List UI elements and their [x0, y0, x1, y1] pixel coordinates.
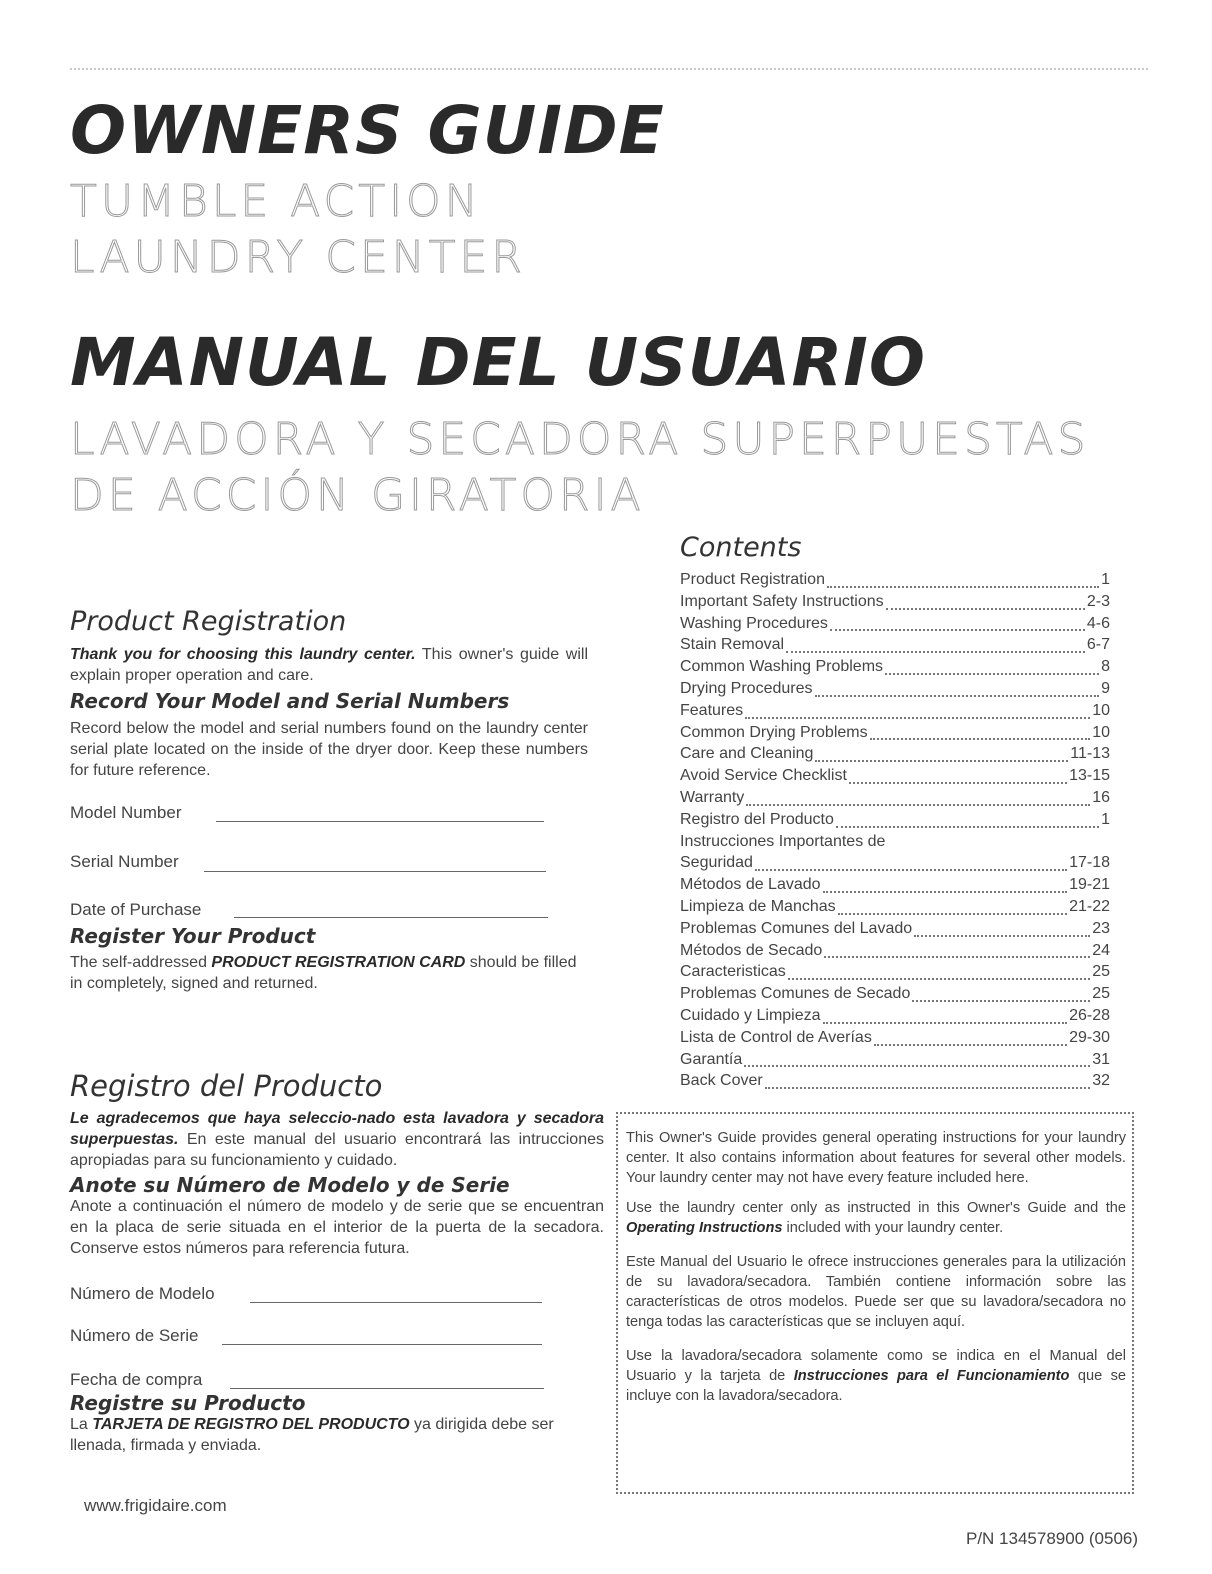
contents-item-label: Washing Procedures	[680, 614, 828, 632]
info-box	[616, 1112, 1134, 1494]
contents-item[interactable]	[680, 636, 1110, 658]
contents-item-page: 24	[1092, 941, 1110, 959]
contents-item-page: 11-13	[1070, 745, 1110, 763]
contents-item[interactable]	[680, 963, 1110, 985]
contents-item-label: Common Drying Problems	[680, 723, 868, 741]
contents-item-label: Back Cover	[680, 1072, 763, 1090]
contents-leader-dots	[874, 1044, 1067, 1046]
contents-item-label: Garantía	[680, 1050, 743, 1068]
contents-item-label: Seguridad	[680, 854, 753, 872]
contents-leader-dots	[836, 826, 1099, 828]
contents-item[interactable]	[680, 745, 1110, 767]
contents-item-label: Drying Procedures	[680, 679, 813, 697]
contents-leader-dots	[849, 782, 1067, 784]
thanks-rest-en: This owner's guide will explain proper operation and care.	[70, 646, 588, 684]
contents-item[interactable]	[680, 789, 1110, 811]
contents-leader-dots	[788, 978, 1090, 980]
contents-item-page: 1	[1101, 810, 1110, 828]
contents-item[interactable]	[680, 942, 1110, 964]
fecha-compra-label: Fecha de compra	[70, 1370, 203, 1389]
contents-item-page: 26-28	[1069, 1006, 1110, 1024]
registro-producto-heading: Registro del Producto	[70, 1069, 383, 1103]
contents-item-label: Avoid Service Checklist	[680, 767, 847, 785]
info-paragraph-2: Use the laundry center only as instructed in this Owner's Guide and the Operating Instructions included with your laundry center.	[626, 1200, 1126, 1236]
contents-item-label: Lista de Control de Averías	[680, 1028, 872, 1046]
record-numbers-heading: Record Your Model and Serial Numbers	[70, 689, 510, 713]
model-number-label: Model Number	[70, 803, 182, 822]
tarjeta-registro-name: TARJETA DE REGISTRO DEL PRODUCTO	[92, 1416, 410, 1433]
contents-leader-dots	[838, 913, 1067, 915]
contents-leader-dots	[914, 935, 1090, 937]
contents-item-label: Métodos de Secado	[680, 941, 823, 959]
contents-item-label: Caracteristicas	[680, 963, 786, 981]
contents-item[interactable]	[680, 767, 1110, 789]
contents-item-label: Product Registration	[680, 571, 825, 588]
contents-item-label: Registro del Producto	[680, 810, 834, 828]
contents-leader-dots	[815, 695, 1100, 697]
subtitle-en-line2: LAUNDRY CENTER	[70, 232, 526, 283]
contents-leader-dots	[885, 673, 1099, 675]
contents-item[interactable]	[680, 680, 1110, 702]
contents-item-page: 23	[1092, 919, 1110, 937]
contents-item[interactable]	[680, 1051, 1110, 1073]
contents-item[interactable]	[680, 985, 1110, 1007]
product-registration-heading: Product Registration	[70, 606, 347, 637]
contents-item-label: Problemas Comunes del Lavado	[680, 919, 913, 937]
contents-item-label: Features	[680, 701, 744, 719]
operating-instructions-ref: Operating Instructions	[626, 1220, 783, 1236]
contents-item-page: 4-6	[1086, 614, 1110, 632]
registration-card-name: PRODUCT REGISTRATION CARD	[211, 954, 466, 971]
numero-modelo-field[interactable]	[250, 1302, 542, 1303]
numero-serie-field[interactable]	[222, 1344, 542, 1345]
contents-item[interactable]	[680, 702, 1110, 724]
top-divider	[70, 68, 1148, 70]
contents-item-page: 1	[1101, 571, 1110, 588]
contents-item-page: 10	[1092, 723, 1110, 741]
thanks-rest-es: En este manual del usuario encontrará las intrucciones apropiadas para su funcionamiento y cuidado.	[70, 1131, 604, 1169]
contents-item-page: 21-22	[1069, 897, 1110, 915]
contents-item-label: Common Washing Problems	[680, 658, 884, 676]
contents-item[interactable]	[680, 920, 1110, 942]
date-of-purchase-field[interactable]	[234, 917, 548, 918]
contents-item[interactable]	[680, 1029, 1110, 1051]
contents-item-page: 16	[1092, 788, 1110, 806]
contents-item[interactable]	[680, 571, 1110, 593]
contents-leader-dots	[824, 956, 1090, 958]
contents-item[interactable]	[680, 658, 1110, 680]
contents-leader-dots	[823, 891, 1068, 893]
contents-item-label: Stain Removal	[680, 636, 785, 654]
contents-leader-dots	[765, 1087, 1091, 1089]
contents-leader-dots	[745, 717, 1090, 719]
contents-item-page: 29-30	[1069, 1028, 1110, 1046]
title-es: MANUAL DEL USUARIO	[70, 324, 926, 401]
contents-item[interactable]	[680, 1072, 1110, 1094]
registre-producto-heading: Registre su Producto	[70, 1391, 306, 1415]
model-number-field[interactable]	[216, 821, 544, 822]
thanks-bold-en: Thank you for choosing this laundry center.	[70, 646, 416, 663]
contents-item-page: 13-15	[1069, 767, 1110, 785]
contents-leader-dots	[886, 608, 1085, 610]
contents-item-label: Problemas Comunes de Secado	[680, 985, 911, 1003]
info-paragraph-4: Use la lavadora/secadora solamente como se indica en el Manual del Usuario y la tarjeta de Instrucciones para el Funcionamiento que se incluye con la lavadora/secadora.	[626, 1348, 1127, 1404]
contents-item-label: Care and Cleaning	[680, 745, 814, 763]
part-number: P/N 134578900 (0506)	[966, 1529, 1139, 1548]
contents-item[interactable]	[680, 854, 1110, 876]
contents-item[interactable]	[680, 1007, 1110, 1029]
subtitle-en-line1: TUMBLE ACTION	[70, 176, 482, 227]
info-paragraph-3: Este Manual del Usuario le ofrece instrucciones generales para la utilización de su lavadora/secadora. También contiene información sobre las características de otros modelos. Puede ser que su lavadora/secadora no tenga todas las características que se incluyen aquí.	[626, 1254, 1126, 1330]
title-en: OWNERS GUIDE	[70, 92, 665, 169]
contents-leader-dots	[823, 1022, 1068, 1024]
contents-item-label: Important Safety Instructions	[680, 592, 884, 610]
contents-item[interactable]	[680, 898, 1110, 920]
contents-leader-dots	[912, 1000, 1090, 1002]
contents-item[interactable]	[680, 724, 1110, 746]
contents-item[interactable]	[680, 833, 1110, 855]
contents-leader-dots	[815, 760, 1068, 762]
serial-number-field[interactable]	[204, 871, 546, 872]
contents-leader-dots	[786, 651, 1085, 653]
website-url[interactable]: www.frigidaire.com	[84, 1496, 227, 1515]
fecha-compra-field[interactable]	[230, 1388, 544, 1389]
register-product-heading: Register Your Product	[70, 924, 316, 948]
contents-leader-dots	[744, 1065, 1090, 1067]
record-numbers-text: Record below the model and serial numbers found on the laundry center serial plate located on the inside of the dryer door. Keep these numbers for future reference.	[70, 720, 588, 779]
contents-item-page: 17-18	[1069, 854, 1110, 872]
contents-leader-dots	[827, 586, 1099, 588]
contents-item-label: Warranty	[680, 788, 745, 806]
table-of-contents	[680, 571, 1110, 1094]
anote-numero-text: Anote a continuación el número de modelo y de serie que se encuentran en la placa de serie situada en el interior de la puerta de la secadora. Conserve estos números para referencia futura.	[70, 1198, 604, 1257]
contents-item-label: Limpieza de Manchas	[680, 897, 836, 915]
contents-leader-dots	[746, 804, 1090, 806]
thanks-paragraph-en	[70, 644, 588, 686]
numero-modelo-label: Número de Modelo	[70, 1284, 215, 1303]
contents-item-page: 25	[1092, 963, 1110, 981]
contents-item-page: 25	[1092, 985, 1110, 1003]
instrucciones-funcionamiento-ref: Instrucciones para el Funcionamiento	[793, 1368, 1070, 1384]
contents-item[interactable]	[680, 593, 1110, 615]
contents-item-page: 32	[1092, 1072, 1110, 1090]
contents-item[interactable]	[680, 811, 1110, 833]
subtitle-es-line1: LAVADORA Y SECADORA SUPERPUESTAS	[70, 414, 1090, 465]
thanks-paragraph-es	[70, 1108, 604, 1171]
contents-item-label: Cuidado y Limpieza	[680, 1006, 821, 1024]
info-paragraph-1: This Owner's Guide provides general operating instructions for your laundry center. It also contains information about features for several other models. Your laundry center may not have every feature included here.	[626, 1130, 1126, 1186]
contents-item-page: 6-7	[1086, 636, 1110, 654]
contents-item-label: Instrucciones Importantes de	[680, 832, 886, 850]
subtitle-es-line2: DE ACCIÓN GIRATORIA	[70, 470, 645, 521]
contents-item-page: 10	[1092, 701, 1110, 719]
register-product-text: The self-addressed PRODUCT REGISTRATION CARD should be filled in completely, signed and returned.	[70, 954, 577, 992]
contents-item-page: 31	[1092, 1050, 1110, 1068]
thanks-bold-es: Le agradecemos que haya seleccio-nado esta lavadora y secadora superpuestas.	[70, 1110, 604, 1148]
contents-item-page: 19-21	[1069, 876, 1110, 894]
date-of-purchase-label: Date of Purchase	[70, 900, 202, 919]
contents-item-label: Métodos de Lavado	[680, 876, 821, 894]
contents-item-page: 8	[1101, 658, 1110, 676]
contents-leader-dots	[755, 869, 1067, 871]
contents-leader-dots	[830, 629, 1085, 631]
anote-numero-heading: Anote su Número de Modelo y de Serie	[70, 1173, 510, 1197]
numero-serie-label: Número de Serie	[70, 1326, 199, 1345]
contents-heading: Contents	[680, 532, 802, 563]
contents-item-page: 2-3	[1086, 592, 1110, 610]
contents-item[interactable]	[680, 876, 1110, 898]
contents-item-page: 9	[1101, 679, 1110, 697]
contents-leader-dots	[870, 738, 1091, 740]
serial-number-label: Serial Number	[70, 852, 179, 871]
contents-item[interactable]	[680, 615, 1110, 637]
registre-producto-text: La TARJETA DE REGISTRO DEL PRODUCTO ya dirigida debe ser llenada, firmada y enviada.	[70, 1416, 554, 1454]
